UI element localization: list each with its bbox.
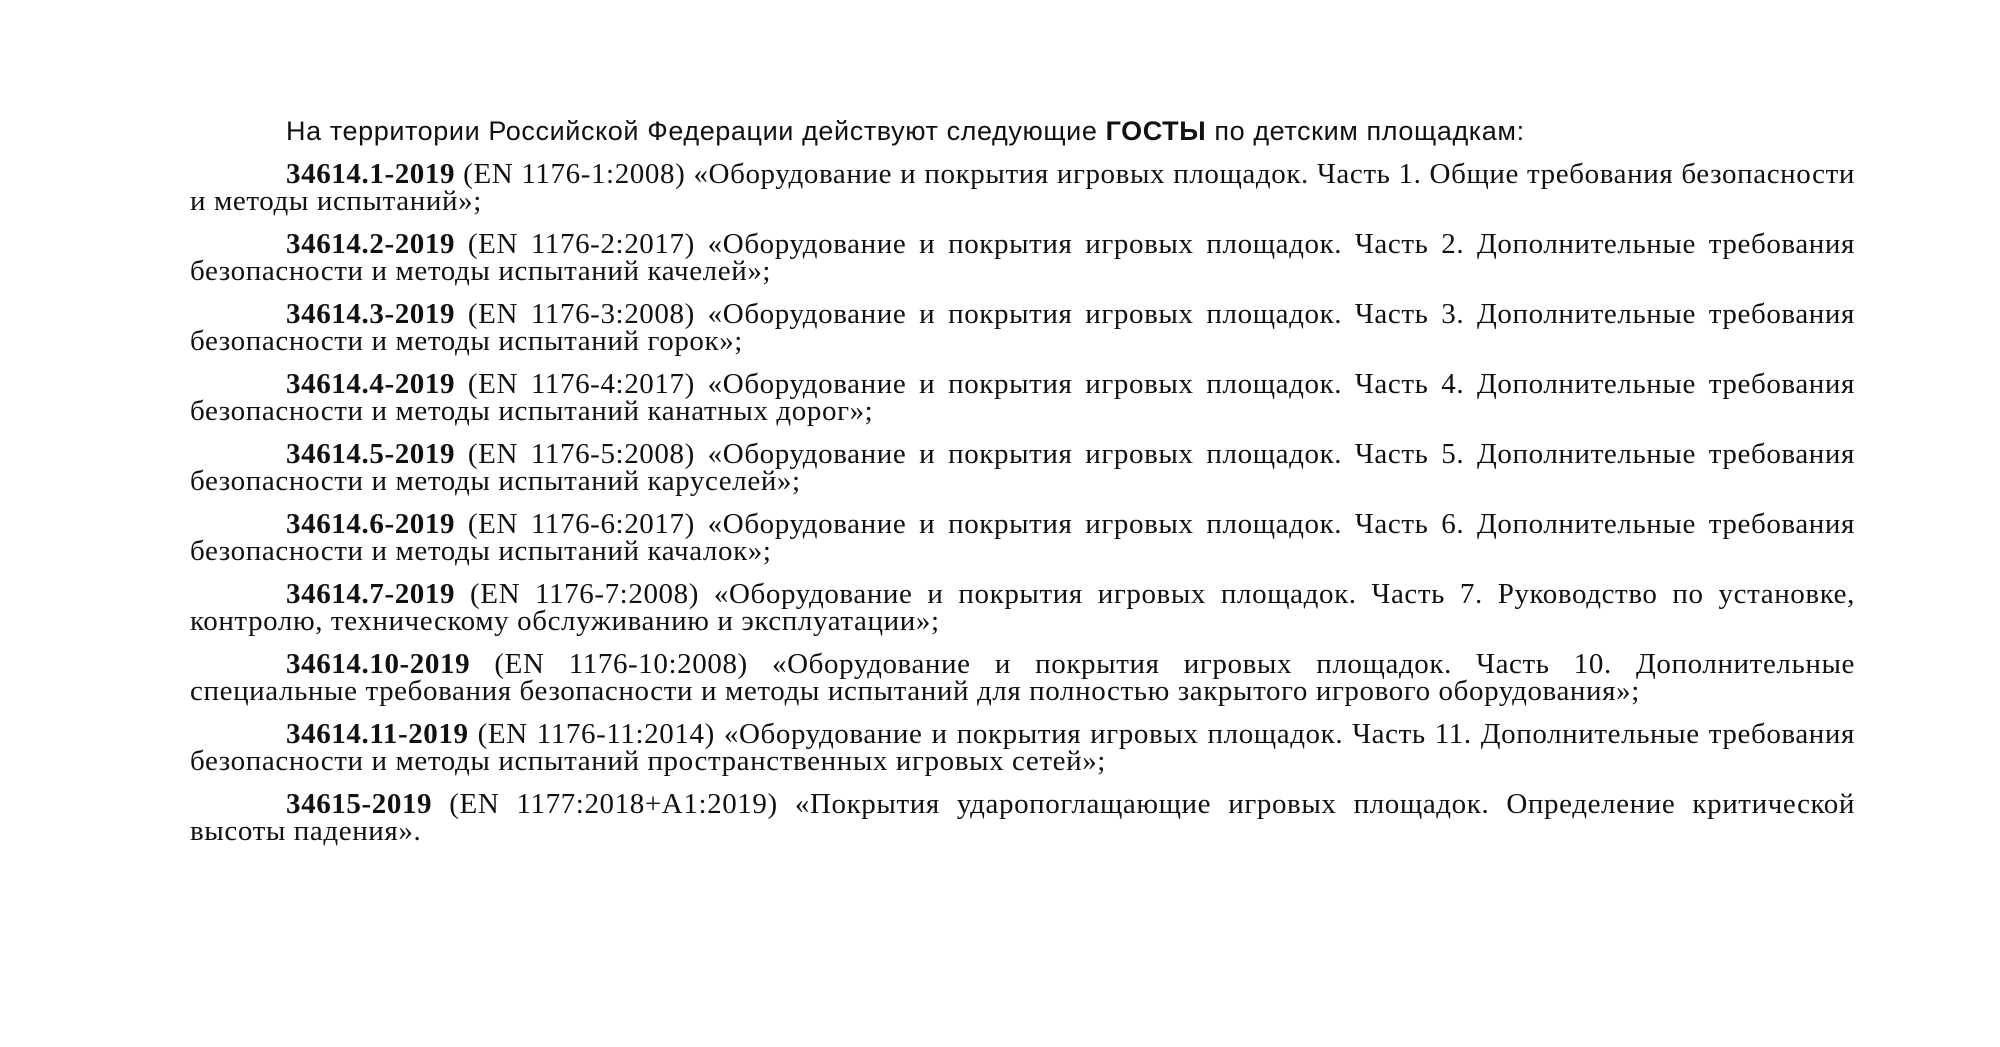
intro-paragraph xyxy=(190,118,1855,145)
standard-code: 34614.7-2019 xyxy=(286,578,456,610)
standard-item xyxy=(190,368,1855,427)
standard-item xyxy=(190,508,1855,567)
standard-code: 34614.3-2019 xyxy=(286,298,456,330)
standard-description: (EN 1176-7:2008) «Оборудование и покрытия игровых площадок. Часть 7. Руководство по установке, контролю, техническому обслуживанию и эксплуатации»; xyxy=(190,578,1855,637)
document-page xyxy=(190,118,1855,861)
standard-description: (EN 1176-3:2008) «Оборудование и покрытия игровых площадок. Часть 3. Дополнительные требования безопасности и методы испытаний горок»; xyxy=(190,298,1855,357)
standard-code: 34615-2019 xyxy=(286,788,433,820)
intro-text-after: по детским площадкам: xyxy=(1206,116,1525,146)
standard-item xyxy=(190,648,1855,707)
standard-code: 34614.1-2019 xyxy=(286,158,456,190)
standard-code: 34614.6-2019 xyxy=(286,508,456,540)
standard-description: (EN 1176-2:2017) «Оборудование и покрытия игровых площадок. Часть 2. Дополнительные требования безопасности и методы испытаний качелей»; xyxy=(190,228,1855,287)
standard-item xyxy=(190,438,1855,497)
intro-gost-word: ГОСТЫ xyxy=(1105,116,1207,146)
standard-code: 34614.2-2019 xyxy=(286,228,456,260)
standard-item xyxy=(190,718,1855,777)
standard-item xyxy=(190,788,1855,847)
standard-item xyxy=(190,298,1855,357)
standard-description: (EN 1176-6:2017) «Оборудование и покрытия игровых площадок. Часть 6. Дополнительные требования безопасности и методы испытаний качалок»; xyxy=(190,508,1855,567)
standard-code: 34614.5-2019 xyxy=(286,438,456,470)
standard-item xyxy=(190,578,1855,637)
standard-code: 34614.4-2019 xyxy=(286,368,456,400)
standard-item xyxy=(190,228,1855,287)
standard-description: (EN 1176-1:2008) «Оборудование и покрытия игровых площадок. Часть 1. Общие требования безопасности и методы испытаний»; xyxy=(190,158,1855,217)
standard-description: (EN 1176-10:2008) «Оборудование и покрытия игровых площадок. Часть 10. Дополнительные специальные требования безопасности и методы испытаний для полностью закрытого игрового оборудования»; xyxy=(190,648,1855,707)
standard-item xyxy=(190,158,1855,217)
standard-description: (EN 1176-5:2008) «Оборудование и покрытия игровых площадок. Часть 5. Дополнительные требования безопасности и методы испытаний каруселей»; xyxy=(190,438,1855,497)
standard-code: 34614.10-2019 xyxy=(286,648,471,680)
standard-code: 34614.11-2019 xyxy=(286,718,469,750)
standard-description: (EN 1176-4:2017) «Оборудование и покрытия игровых площадок. Часть 4. Дополнительные требования безопасности и методы испытаний канатных дорог»; xyxy=(190,368,1855,427)
standard-description: (EN 1177:2018+A1:2019) «Покрытия ударопоглащающие игровых площадок. Определение критической высоты падения». xyxy=(190,788,1855,847)
standard-description: (EN 1176-11:2014) «Оборудование и покрытия игровых площадок. Часть 11. Дополнительные требования безопасности и методы испытаний пространственных игровых сетей»; xyxy=(190,718,1855,777)
intro-text-before: На территории Российской Федерации действуют следующие xyxy=(286,116,1106,146)
